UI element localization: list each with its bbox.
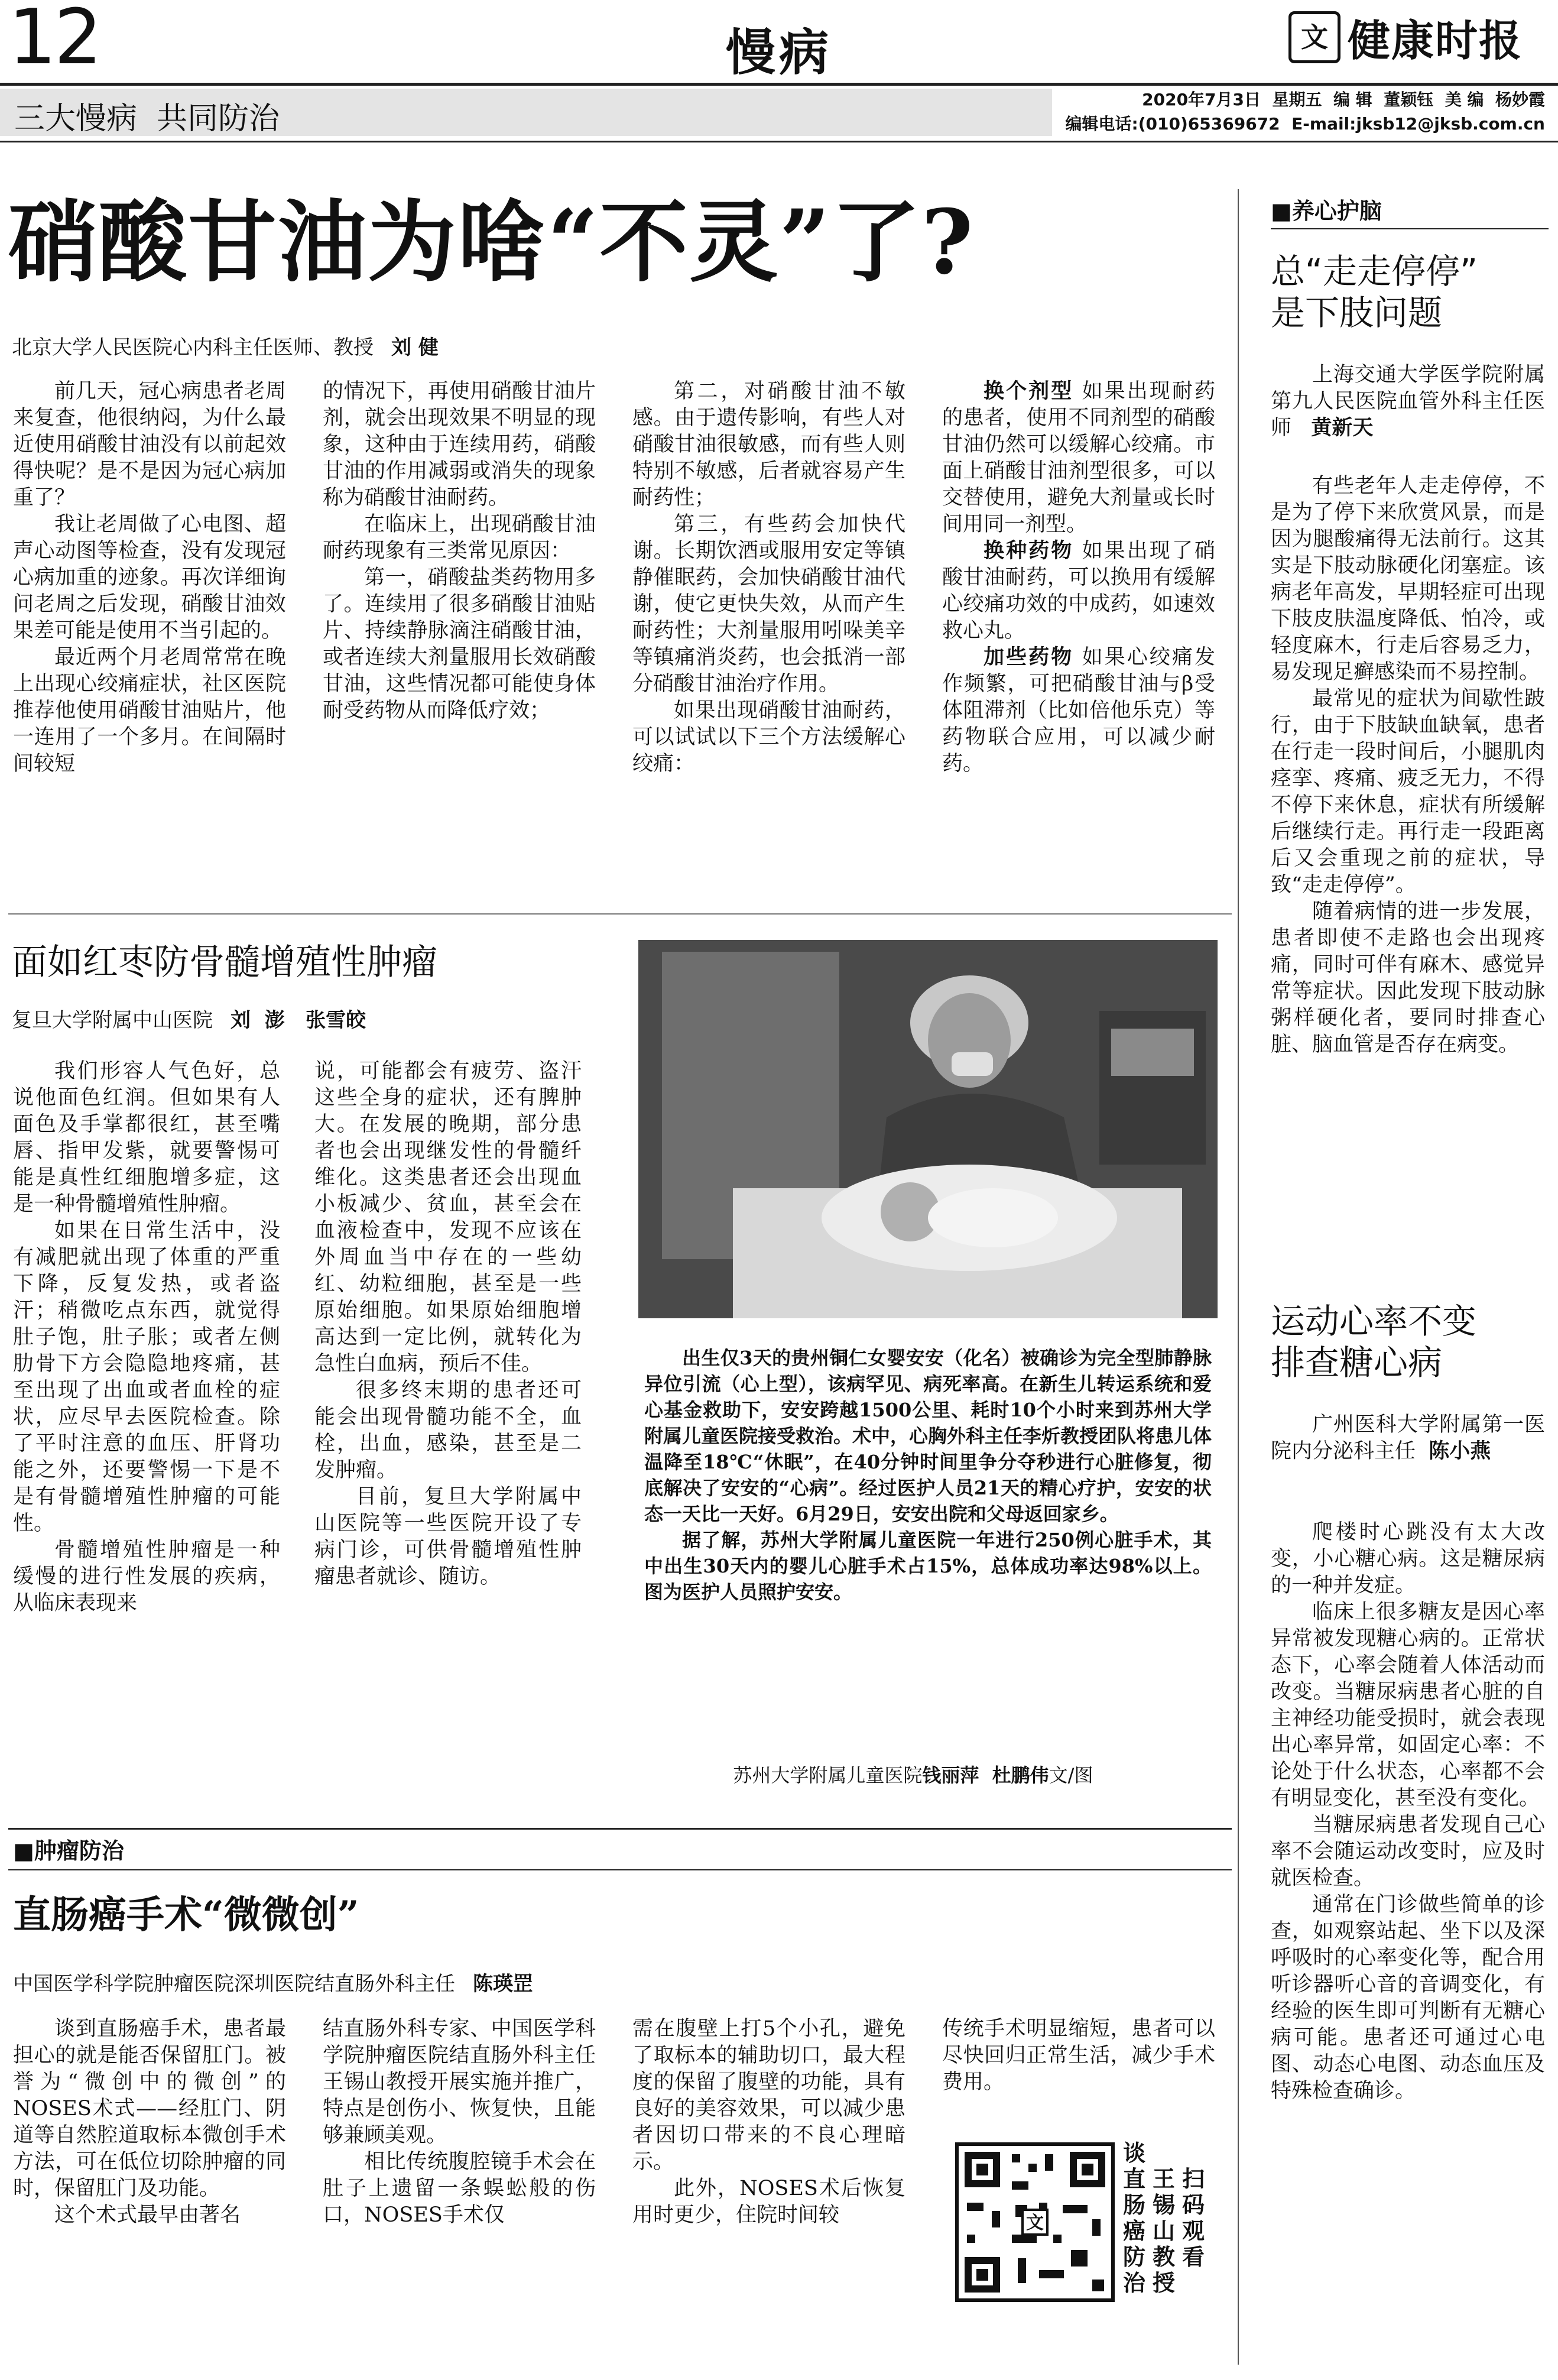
- photo-credit: [721, 1738, 1093, 1788]
- qr-label-col: 王锡山教授: [1153, 2166, 1176, 2296]
- article1-paragraph: 最近两个月老周常常在晚上出现心绞痛症状，社区医院推荐他使用硝酸甘油贴片，他一连用了一个多月。在间隔时间较短: [13, 646, 286, 776]
- photo-credit-org: 苏州大学附属儿童医院: [733, 1764, 923, 1786]
- article1-col2: [323, 378, 596, 724]
- contact-line: 编辑电话:(010)65369672 E-mail:jksb12@jksb.com.cn: [1065, 114, 1545, 134]
- article3-paragraph: 此外，NOSES术后恢复用时更少，住院时间较: [632, 2177, 905, 2227]
- nurse-infant-photo-illustration: [638, 940, 1218, 1318]
- sidebar-article2-title: 运动心率不变 排查糖心病: [1271, 1301, 1477, 1383]
- sidebar-article2-paragraph: 临床上很多糖友是因心率异常被发现糖心病的。正常状态下，心率会随着人体活动而改变。当糖尿病患者心脏的自主神经功能受损时，就会表现出心率异常，如固定心率：不论处于什么状态，心率都不会有明显变化，甚至没有变化。: [1271, 1600, 1545, 1810]
- masthead-rule: [0, 83, 1558, 86]
- article2-paragraph: 骨髓增殖性肿瘤是一种缓慢的进行性发展的疾病，从临床表现来: [13, 1538, 280, 1615]
- article1-byline-name: 刘 健: [391, 336, 439, 359]
- logo-text: 健康时报: [1348, 15, 1523, 66]
- article1-bottom-rule: [8, 913, 1232, 915]
- article2-headline: 面如红枣防骨髓增殖性肿瘤: [12, 942, 437, 983]
- article3-col2: [323, 2016, 596, 2229]
- svg-text:文: 文: [1026, 2213, 1044, 2233]
- article3-paragraph: 传统手术明显缩短，患者可以尽快回归正常生活，减少手术费用。: [942, 2017, 1215, 2094]
- qr-code[interactable]: [955, 2142, 1115, 2302]
- tip-text: 如果心绞痛发作频繁，可把硝酸甘油与β受体阻滞剂（比如倍他乐克）等药物联合应用，可以减少耐药。: [942, 646, 1215, 776]
- article3-byline-org: 中国医学科学院肿瘤医院深圳医院结直肠外科主任: [13, 1972, 455, 1996]
- tip-lead: 换个剂型: [984, 380, 1074, 403]
- article1-col4: [942, 378, 1215, 777]
- sidebar-article1-byline: [1271, 362, 1545, 442]
- article2-byline-org: 复旦大学附属中山医院: [12, 1009, 213, 1032]
- tip-lead: 加些药物: [984, 646, 1074, 669]
- article1-byline: [12, 331, 439, 360]
- article2-byline-name: 刘 澎 张雪皎: [231, 1009, 366, 1032]
- article1-paragraph: 第一，硝酸盐类药物用多了。连续用了很多硝酸甘油贴片、持续静脉滴注硝酸甘油，或者连续大剂量服用长效硝酸甘油，这些情况都可能使身体耐受药物从而降低疗效；: [323, 566, 596, 722]
- logo-seal-icon: 文: [1288, 11, 1340, 63]
- article1-headline: 硝酸甘油为啥“不灵”了?: [8, 190, 975, 294]
- sidebar-article2-body: [1271, 1519, 1545, 2105]
- tip-text: 如果出现耐药的患者，使用不同剂型的硝酸甘油仍然可以缓解心绞痛。市面上硝酸甘油剂型很多，可以交替使用，避免大剂量或长时间用同一剂型。: [942, 380, 1215, 536]
- article3-byline-name: 陈瑛罡: [473, 1972, 533, 1996]
- sidebar-article1-paragraph: 有些老年人走走停停，不是为了停下来欣赏风景，而是因为腿酸痛得无法前行。这其实是下肢动脉硬化闭塞症。该病老年高发，早期轻症可出现下肢皮肤温度降低、怕冷，或轻度麻木，行走后容易乏力，易发现足癣感染而不易控制。: [1271, 474, 1545, 684]
- article2-col1: [13, 1058, 280, 1617]
- sidebar-article2-byline: [1271, 1412, 1545, 1465]
- article2-byline: [12, 1004, 366, 1033]
- tip-lead: 换种药物: [984, 539, 1074, 563]
- qr-label: [1123, 2140, 1206, 2311]
- article3-col3: [632, 2016, 905, 2229]
- qr-code-icon: [959, 2146, 1111, 2298]
- article1-paragraph: 的情况下，再使用硝酸甘油片剂，就会出现效果不明显的现象，这种由于连续用药，硝酸甘油的作用减弱或消失的现象称为硝酸甘油耐药。: [323, 380, 596, 510]
- article1-col3: [632, 378, 905, 777]
- article1-paragraph: 在临床上，出现硝酸甘油耐药现象有三类常见原因：: [323, 513, 596, 563]
- article3-paragraph: 谈到直肠癌手术，患者最担心的就是能否保留肛门。被誉为“微创中的微创”的NOSES术式——经肛门、阴道等自然腔道取标本微创手术方法，可在低位切除肿瘤的同时，保留肛门及功能。: [13, 2017, 286, 2200]
- sidebar-article2-paragraph: 通常在门诊做些简单的诊查，如观察站起、坐下以及深呼吸时的心率变化等，配合用听诊器听心音的音调变化，有经验的医生即可判断有无糖心病可能。患者还可通过心电图、动态心电图、动态血压及特殊检查确诊。: [1271, 1893, 1545, 2103]
- sidebar-article2-byline-org: 广州医科大学附属第一医院内分泌科主任: [1271, 1413, 1545, 1463]
- article3-top-rule: [8, 1828, 1232, 1830]
- photo-caption-p2: 据了解，苏州大学附属儿童医院一年进行250例心脏手术，其中出生30天内的婴儿心脏手术占15%，总体成功率达98%以上。图为医护人员照护安安。: [644, 1529, 1212, 1603]
- article3-headline: 直肠癌手术“微微创”: [13, 1893, 359, 1937]
- article3-tag-rule: [8, 1869, 1232, 1870]
- page-number: 12: [8, 0, 100, 82]
- sidebar-article1-paragraph: 随着病情的进一步发展，患者即使不走路也会出现疼痛，同时可伴有麻木、感觉异常等症状。因此发现下肢动脉粥样硬化者，要同时排查心脏、脑血管是否存在病变。: [1271, 900, 1545, 1056]
- photo-caption: [644, 1345, 1212, 1605]
- sidebar-article2-byline-name: 陈小燕: [1429, 1439, 1491, 1463]
- photo-credit-suffix: 文/图: [1049, 1764, 1093, 1786]
- sidebar-article1-paragraph: 最常见的症状为间歇性跛行，由于下肢缺血缺氧，患者在行走一段时间后，小腿肌肉痉挛、疼痛、疲乏无力，不得不停下来休息，症状有所缓解后继续行走。再行走一段距离后又会重现之前的症状，导致“走走停停”。: [1271, 687, 1545, 897]
- article1-paragraph: 我让老周做了心电图、超声心动图等检查，没有发现冠心病加重的迹象。再次详细询问老周之后发现，硝酸甘油效果差可能是使用不当引起的。: [13, 513, 286, 643]
- article3-col4: [942, 2016, 1215, 2096]
- qr-label-col: 谈直肠癌防治: [1123, 2140, 1146, 2296]
- article3-col1: [13, 2016, 286, 2229]
- article3-paragraph: 相比传统腹腔镜手术会在肚子上遗留一条蜈蚣般的伤口，NOSES手术仅: [323, 2150, 596, 2227]
- qr-label-col: 扫码观看: [1182, 2166, 1205, 2270]
- sidebar-article1-byline-name: 黄新天: [1311, 416, 1374, 440]
- article2-paragraph: 我们形容人气色好，总说他面色红润。但如果有人面色及手掌都很红，甚至嘴唇、指甲发紫，就要警惕可能是真性红细胞增多症，这是一种骨髓增殖性肿瘤。: [13, 1059, 280, 1216]
- sidebar-article2-paragraph: 爬楼时心跳没有太大改变，小心糖心病。这是糖尿病的一种并发症。: [1271, 1520, 1545, 1597]
- article1-paragraph: 第二，对硝酸甘油不敏感。由于遗传影响，有些人对硝酸甘油很敏感，而有些人则特别不敏感，后者就容易产生耐药性；: [632, 380, 905, 510]
- article1-paragraph: 第三，有些药会加快代谢。长期饮酒或服用安定等镇静催眠药，会加快硝酸甘油代谢，使它更快失效，从而产生耐药性；大剂量服用吲哚美辛等镇痛消炎药，也会抵消一部分硝酸甘油治疗作用。: [632, 513, 905, 696]
- article1-col1: [13, 378, 286, 777]
- section-name: 慢病: [726, 23, 833, 82]
- slogan: 三大慢病 共同防治: [14, 101, 280, 137]
- tip-text: 如果出现了硝酸甘油耐药，可以换用有缓解心绞痛功效的中成药，如速效救心丸。: [942, 539, 1215, 643]
- article3-tag: ■肿瘤防治: [13, 1838, 124, 1864]
- article2-paragraph: 很多终末期的患者还可能会出现骨髓功能不全，血栓，出血，感染，甚至是二发肿瘤。: [314, 1379, 582, 1482]
- masthead-bottom-rule: [0, 141, 1558, 142]
- photo-caption-p1: 出生仅3天的贵州铜仁女婴安安（化名）被确诊为完全型肺静脉异位引流（心上型），该病罕见、病死率高。在新生儿转运系统和爱心基金救助下，安安跨越1500公里、耗时10个小时来到苏州大学附属儿童医院接受救治。术中，心胸外科主任李炘教授团队将患儿体温降至18℃“休眠”，在40分钟时间里争分夺秒进行心脏修复，彻底解决了安安的“心病”。经过医护人员21天的精心疗护，安安的状态一天比一天好。6月29日，安安出院和父母返回家乡。: [644, 1347, 1212, 1525]
- article3-paragraph: 需在腹壁上打5个小孔，避免了取标本的辅助切口，最大程度的保留了腹壁的功能，具有良好的美容效果，可以减少患者因切口带来的不良心理暗示。: [632, 2017, 905, 2174]
- tip-paragraph: [942, 378, 1215, 538]
- sidebar-article1-byline-org: 上海交通大学医学院附属第九人民医院血管外科主任医师: [1271, 363, 1545, 440]
- photo-credit-names: 钱丽萍 杜鹏伟: [922, 1764, 1049, 1786]
- tip-paragraph: [942, 644, 1215, 777]
- article2-paragraph: 目前，复旦大学附属中山医院等一些医院开设了专病门诊，可供骨髓增殖性肿瘤患者就诊、随访。: [314, 1485, 582, 1588]
- article1-byline-org: 北京大学人民医院心内科主任医师、教授: [12, 336, 374, 359]
- sidebar-tag: ■养心护脑: [1271, 198, 1382, 224]
- article1-paragraph: 前几天，冠心病患者老周来复查，他很纳闷，为什么最近使用硝酸甘油没有以前起效得快呢？是不是因为冠心病加重了？: [13, 380, 286, 510]
- article3-byline: [13, 1967, 533, 1996]
- sidebar-article1-body: [1271, 473, 1545, 1058]
- article3-paragraph: 这个术式最早由著名: [54, 2203, 241, 2227]
- tip-paragraph: [942, 538, 1215, 644]
- sidebar-divider: [1238, 189, 1239, 2365]
- news-photo: [638, 940, 1218, 1318]
- sidebar-article1-title: 总“走走停停” 是下肢问题: [1271, 251, 1478, 333]
- article2-col2: [314, 1058, 582, 1590]
- article1-paragraph: 如果出现硝酸甘油耐药，可以试试以下三个方法缓解心绞痛：: [632, 699, 905, 776]
- article3-paragraph: 结直肠外科专家、中国医学科学院肿瘤医院结直肠外科主任王锡山教授开展实施并推广，特点是创伤小、恢复快，且能够兼顾美观。: [323, 2017, 596, 2147]
- date-line: 2020年7月3日 星期五 编 辑 董颖钰 美 编 杨妙霞: [1142, 90, 1545, 109]
- article2-paragraph: 如果在日常生活中，没有减肥就出现了体重的严重下降，反复发热，或者盗汗；稍微吃点东西，就觉得肚子饱，肚子胀；或者左侧肋骨下方会隐隐地疼痛，甚至出现了出血或者血栓的症状，应尽早去医院检查。除了平时注意的血压、肝肾功能之外，还要警惕一下是不是有骨髓增殖性肿瘤的可能性。: [13, 1219, 280, 1535]
- newspaper-logo: [1288, 11, 1523, 64]
- sidebar-article2-paragraph: 当糖尿病患者发现自己心率不会随运动改变时，应及时就医检查。: [1271, 1813, 1545, 1890]
- sidebar-tag-rule: [1271, 228, 1549, 229]
- article2-paragraph: 说，可能都会有疲劳、盗汗这些全身的症状，还有脾肿大。在发展的晚期，部分患者也会出现继发性的骨髓纤维化。这类患者还会出现血小板减少、贫血，甚至会在血液检查中，发现不应该在外周血当中存在的一些幼红、幼粒细胞，甚至是一些原始细胞。如果原始细胞增高达到一定比例，就转化为急性白血病，预后不佳。: [314, 1059, 582, 1376]
